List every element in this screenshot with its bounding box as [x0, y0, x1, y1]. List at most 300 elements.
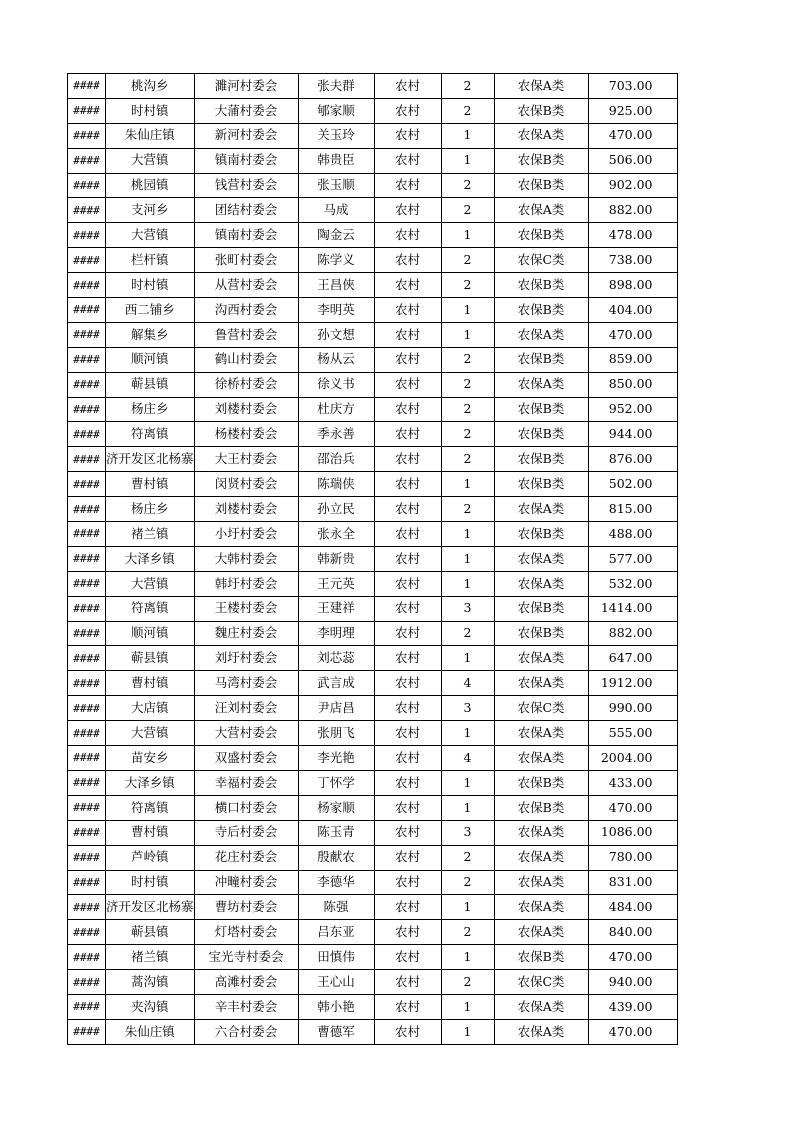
village-committee-cell: 鲁营村委会 — [194, 322, 298, 347]
record-id-cell: #### — [68, 372, 106, 397]
amount-cell: 815.00 — [588, 497, 677, 522]
record-id-cell: #### — [68, 820, 106, 845]
amount-cell: 502.00 — [588, 472, 677, 497]
household-count-cell: 1 — [441, 322, 494, 347]
township-cell: 朱仙庄镇 — [106, 123, 195, 148]
residence-type-cell: 农村 — [374, 148, 441, 173]
table-row — [68, 870, 678, 895]
person-name-cell: 季永善 — [298, 422, 374, 447]
person-name-cell: 韩贵臣 — [298, 148, 374, 173]
township-cell: 符离镇 — [106, 596, 195, 621]
person-name-cell: 韩新贵 — [298, 546, 374, 571]
residence-type-cell: 农村 — [374, 497, 441, 522]
village-committee-cell: 刘圩村委会 — [194, 646, 298, 671]
amount-cell: 404.00 — [588, 298, 677, 323]
insurance-category-cell: 农保A类 — [494, 845, 588, 870]
township-cell: 解集乡 — [106, 322, 195, 347]
village-committee-cell: 宝光寺村委会 — [194, 945, 298, 970]
record-id-cell: #### — [68, 198, 106, 223]
township-cell: 支河乡 — [106, 198, 195, 223]
person-name-cell: 吕东亚 — [298, 920, 374, 945]
insurance-category-cell: 农保B类 — [494, 472, 588, 497]
record-id-cell: #### — [68, 546, 106, 571]
village-committee-cell: 灯塔村委会 — [194, 920, 298, 945]
amount-cell: 1912.00 — [588, 671, 677, 696]
table-row — [68, 1019, 678, 1044]
insurance-category-cell: 农保B类 — [494, 621, 588, 646]
household-count-cell: 2 — [441, 273, 494, 298]
household-count-cell: 1 — [441, 123, 494, 148]
table-body — [68, 74, 678, 1045]
household-count-cell: 1 — [441, 298, 494, 323]
record-id-cell: #### — [68, 621, 106, 646]
residence-type-cell: 农村 — [374, 1019, 441, 1044]
village-committee-cell: 大营村委会 — [194, 721, 298, 746]
household-count-cell: 1 — [441, 223, 494, 248]
residence-type-cell: 农村 — [374, 397, 441, 422]
amount-cell: 940.00 — [588, 970, 677, 995]
insurance-category-cell: 农保A类 — [494, 571, 588, 596]
village-committee-cell: 新河村委会 — [194, 123, 298, 148]
village-committee-cell: 幸福村委会 — [194, 770, 298, 795]
township-cell: 桃园镇 — [106, 173, 195, 198]
township-cell: 褚兰镇 — [106, 945, 195, 970]
household-count-cell: 1 — [441, 148, 494, 173]
household-count-cell: 4 — [441, 671, 494, 696]
residence-type-cell: 农村 — [374, 970, 441, 995]
amount-cell: 506.00 — [588, 148, 677, 173]
village-committee-cell: 镇南村委会 — [194, 223, 298, 248]
amount-cell: 577.00 — [588, 546, 677, 571]
township-cell: 蒿沟镇 — [106, 970, 195, 995]
amount-cell: 831.00 — [588, 870, 677, 895]
household-count-cell: 2 — [441, 372, 494, 397]
residence-type-cell: 农村 — [374, 223, 441, 248]
township-cell: 夹沟镇 — [106, 994, 195, 1019]
insurance-category-cell: 农保A类 — [494, 671, 588, 696]
insurance-category-cell: 农保B类 — [494, 397, 588, 422]
village-committee-cell: 曹坊村委会 — [194, 895, 298, 920]
insurance-category-cell: 农保A类 — [494, 895, 588, 920]
residence-type-cell: 农村 — [374, 322, 441, 347]
township-cell: 济开发区北杨寨 — [106, 895, 195, 920]
amount-cell: 738.00 — [588, 248, 677, 273]
person-name-cell: 邵治兵 — [298, 447, 374, 472]
record-id-cell: #### — [68, 223, 106, 248]
residence-type-cell: 农村 — [374, 571, 441, 596]
record-id-cell: #### — [68, 347, 106, 372]
amount-cell: 882.00 — [588, 621, 677, 646]
township-cell: 褚兰镇 — [106, 522, 195, 547]
household-count-cell: 2 — [441, 970, 494, 995]
person-name-cell: 张朋飞 — [298, 721, 374, 746]
village-committee-cell: 花庄村委会 — [194, 845, 298, 870]
residence-type-cell: 农村 — [374, 372, 441, 397]
record-id-cell: #### — [68, 322, 106, 347]
table-row — [68, 497, 678, 522]
household-count-cell: 2 — [441, 74, 494, 99]
township-cell: 大营镇 — [106, 571, 195, 596]
household-count-cell: 1 — [441, 795, 494, 820]
person-name-cell: 李德华 — [298, 870, 374, 895]
village-committee-cell: 大蒲村委会 — [194, 98, 298, 123]
table-row — [68, 596, 678, 621]
person-name-cell: 郇家顺 — [298, 98, 374, 123]
table-row — [68, 546, 678, 571]
record-id-cell: #### — [68, 447, 106, 472]
person-name-cell: 孙文想 — [298, 322, 374, 347]
village-committee-cell: 高滩村委会 — [194, 970, 298, 995]
residence-type-cell: 农村 — [374, 870, 441, 895]
record-id-cell: #### — [68, 671, 106, 696]
amount-cell: 488.00 — [588, 522, 677, 547]
person-name-cell: 杨家顺 — [298, 795, 374, 820]
township-cell: 时村镇 — [106, 273, 195, 298]
insurance-category-cell: 农保B类 — [494, 447, 588, 472]
residence-type-cell: 农村 — [374, 347, 441, 372]
residence-type-cell: 农村 — [374, 621, 441, 646]
township-cell: 大营镇 — [106, 223, 195, 248]
record-id-cell: #### — [68, 945, 106, 970]
person-name-cell: 马成 — [298, 198, 374, 223]
amount-cell: 1414.00 — [588, 596, 677, 621]
residence-type-cell: 农村 — [374, 770, 441, 795]
insurance-category-cell: 农保A类 — [494, 123, 588, 148]
township-cell: 顺河镇 — [106, 621, 195, 646]
record-id-cell: #### — [68, 571, 106, 596]
table-row — [68, 820, 678, 845]
household-count-cell: 3 — [441, 820, 494, 845]
person-name-cell: 李光艳 — [298, 746, 374, 771]
village-committee-cell: 冲疃村委会 — [194, 870, 298, 895]
amount-cell: 882.00 — [588, 198, 677, 223]
township-cell: 时村镇 — [106, 870, 195, 895]
insurance-category-cell: 农保B类 — [494, 422, 588, 447]
village-committee-cell: 鹤山村委会 — [194, 347, 298, 372]
table-row — [68, 173, 678, 198]
household-count-cell: 1 — [441, 646, 494, 671]
table-row — [68, 123, 678, 148]
person-name-cell: 陈强 — [298, 895, 374, 920]
household-count-cell: 2 — [441, 497, 494, 522]
residence-type-cell: 农村 — [374, 746, 441, 771]
insurance-category-cell: 农保B类 — [494, 945, 588, 970]
residence-type-cell: 农村 — [374, 422, 441, 447]
township-cell: 大店镇 — [106, 696, 195, 721]
township-cell: 栏杆镇 — [106, 248, 195, 273]
record-id-cell: #### — [68, 497, 106, 522]
residence-type-cell: 农村 — [374, 546, 441, 571]
village-committee-cell: 张町村委会 — [194, 248, 298, 273]
table-row — [68, 795, 678, 820]
residence-type-cell: 农村 — [374, 298, 441, 323]
residence-type-cell: 农村 — [374, 795, 441, 820]
amount-cell: 555.00 — [588, 721, 677, 746]
household-count-cell: 2 — [441, 98, 494, 123]
village-committee-cell: 王楼村委会 — [194, 596, 298, 621]
village-committee-cell: 刘楼村委会 — [194, 497, 298, 522]
record-id-cell: #### — [68, 870, 106, 895]
township-cell: 时村镇 — [106, 98, 195, 123]
person-name-cell: 田慎伟 — [298, 945, 374, 970]
table-row — [68, 920, 678, 945]
insurance-category-cell: 农保A类 — [494, 372, 588, 397]
record-id-cell: #### — [68, 522, 106, 547]
record-id-cell: #### — [68, 721, 106, 746]
record-id-cell: #### — [68, 994, 106, 1019]
record-id-cell: #### — [68, 123, 106, 148]
household-count-cell: 1 — [441, 1019, 494, 1044]
amount-cell: 990.00 — [588, 696, 677, 721]
record-id-cell: #### — [68, 596, 106, 621]
village-committee-cell: 镇南村委会 — [194, 148, 298, 173]
insurance-category-cell: 农保A类 — [494, 870, 588, 895]
residence-type-cell: 农村 — [374, 721, 441, 746]
table-row — [68, 721, 678, 746]
amount-cell: 470.00 — [588, 795, 677, 820]
residence-type-cell: 农村 — [374, 994, 441, 1019]
record-id-cell: #### — [68, 845, 106, 870]
table-row — [68, 522, 678, 547]
village-committee-cell: 沟西村委会 — [194, 298, 298, 323]
residence-type-cell: 农村 — [374, 472, 441, 497]
person-name-cell: 陈玉青 — [298, 820, 374, 845]
person-name-cell: 张玉顺 — [298, 173, 374, 198]
household-count-cell: 2 — [441, 870, 494, 895]
village-committee-cell: 杨楼村委会 — [194, 422, 298, 447]
person-name-cell: 张夫群 — [298, 74, 374, 99]
household-count-cell: 1 — [441, 546, 494, 571]
person-name-cell: 王元英 — [298, 571, 374, 596]
record-id-cell: #### — [68, 970, 106, 995]
village-committee-cell: 刘楼村委会 — [194, 397, 298, 422]
household-count-cell: 2 — [441, 347, 494, 372]
insurance-category-cell: 农保B类 — [494, 273, 588, 298]
township-cell: 曹村镇 — [106, 820, 195, 845]
table-row — [68, 845, 678, 870]
amount-cell: 925.00 — [588, 98, 677, 123]
person-name-cell: 徐义书 — [298, 372, 374, 397]
household-count-cell: 3 — [441, 696, 494, 721]
record-id-cell: #### — [68, 646, 106, 671]
household-count-cell: 4 — [441, 746, 494, 771]
record-id-cell: #### — [68, 74, 106, 99]
residence-type-cell: 农村 — [374, 696, 441, 721]
table-row — [68, 696, 678, 721]
insurance-category-cell: 农保A类 — [494, 820, 588, 845]
township-cell: 大泽乡镇 — [106, 546, 195, 571]
insurance-category-cell: 农保A类 — [494, 74, 588, 99]
amount-cell: 898.00 — [588, 273, 677, 298]
amount-cell: 470.00 — [588, 1019, 677, 1044]
table-row — [68, 347, 678, 372]
table-row — [68, 472, 678, 497]
person-name-cell: 丁怀学 — [298, 770, 374, 795]
village-committee-cell: 大王村委会 — [194, 447, 298, 472]
person-name-cell: 曹德军 — [298, 1019, 374, 1044]
village-committee-cell: 从营村委会 — [194, 273, 298, 298]
household-count-cell: 1 — [441, 721, 494, 746]
person-name-cell: 王昌俠 — [298, 273, 374, 298]
table-row — [68, 945, 678, 970]
insurance-category-cell: 农保A类 — [494, 646, 588, 671]
insurance-category-cell: 农保A类 — [494, 322, 588, 347]
township-cell: 西二铺乡 — [106, 298, 195, 323]
insurance-category-cell: 农保B类 — [494, 596, 588, 621]
village-committee-cell: 大韩村委会 — [194, 546, 298, 571]
person-name-cell: 李明理 — [298, 621, 374, 646]
insurance-category-cell: 农保A类 — [494, 920, 588, 945]
person-name-cell: 刘芯蕊 — [298, 646, 374, 671]
residence-type-cell: 农村 — [374, 98, 441, 123]
household-count-cell: 2 — [441, 621, 494, 646]
insurance-category-cell: 农保B类 — [494, 173, 588, 198]
person-name-cell: 杨从云 — [298, 347, 374, 372]
record-id-cell: #### — [68, 148, 106, 173]
township-cell: 杨庄乡 — [106, 397, 195, 422]
record-id-cell: #### — [68, 472, 106, 497]
table-row — [68, 970, 678, 995]
insurance-category-cell: 农保B类 — [494, 223, 588, 248]
table-row — [68, 571, 678, 596]
person-name-cell: 陈学义 — [298, 248, 374, 273]
residence-type-cell: 农村 — [374, 74, 441, 99]
township-cell: 朱仙庄镇 — [106, 1019, 195, 1044]
residence-type-cell: 农村 — [374, 820, 441, 845]
residence-type-cell: 农村 — [374, 895, 441, 920]
amount-cell: 902.00 — [588, 173, 677, 198]
household-count-cell: 2 — [441, 447, 494, 472]
amount-cell: 780.00 — [588, 845, 677, 870]
village-committee-cell: 闵贤村委会 — [194, 472, 298, 497]
insurance-category-cell: 农保B类 — [494, 298, 588, 323]
household-count-cell: 2 — [441, 920, 494, 945]
insurance-category-cell: 农保B类 — [494, 98, 588, 123]
person-name-cell: 陶金云 — [298, 223, 374, 248]
township-cell: 蕲县镇 — [106, 372, 195, 397]
data-table — [67, 73, 678, 1045]
table-row — [68, 895, 678, 920]
table-row — [68, 148, 678, 173]
insurance-category-cell: 农保C类 — [494, 970, 588, 995]
amount-cell: 439.00 — [588, 994, 677, 1019]
village-committee-cell: 团结村委会 — [194, 198, 298, 223]
amount-cell: 470.00 — [588, 123, 677, 148]
township-cell: 大营镇 — [106, 148, 195, 173]
household-count-cell: 3 — [441, 596, 494, 621]
township-cell: 蕲县镇 — [106, 646, 195, 671]
insurance-category-cell: 农保C类 — [494, 696, 588, 721]
amount-cell: 2004.00 — [588, 746, 677, 771]
household-count-cell: 2 — [441, 248, 494, 273]
township-cell: 蕲县镇 — [106, 920, 195, 945]
table-row — [68, 621, 678, 646]
amount-cell: 470.00 — [588, 322, 677, 347]
residence-type-cell: 农村 — [374, 123, 441, 148]
township-cell: 大泽乡镇 — [106, 770, 195, 795]
village-committee-cell: 濉河村委会 — [194, 74, 298, 99]
township-cell: 桃沟乡 — [106, 74, 195, 99]
township-cell: 符离镇 — [106, 422, 195, 447]
record-id-cell: #### — [68, 298, 106, 323]
insurance-category-cell: 农保B类 — [494, 522, 588, 547]
amount-cell: 433.00 — [588, 770, 677, 795]
amount-cell: 952.00 — [588, 397, 677, 422]
amount-cell: 840.00 — [588, 920, 677, 945]
record-id-cell: #### — [68, 273, 106, 298]
amount-cell: 1086.00 — [588, 820, 677, 845]
residence-type-cell: 农村 — [374, 173, 441, 198]
amount-cell: 859.00 — [588, 347, 677, 372]
record-id-cell: #### — [68, 248, 106, 273]
record-id-cell: #### — [68, 98, 106, 123]
table-row — [68, 994, 678, 1019]
village-committee-cell: 辛丰村委会 — [194, 994, 298, 1019]
person-name-cell: 关玉玲 — [298, 123, 374, 148]
insurance-category-cell: 农保C类 — [494, 248, 588, 273]
township-cell: 苗安乡 — [106, 746, 195, 771]
table-row — [68, 422, 678, 447]
amount-cell: 850.00 — [588, 372, 677, 397]
village-committee-cell: 小圩村委会 — [194, 522, 298, 547]
household-count-cell: 2 — [441, 422, 494, 447]
residence-type-cell: 农村 — [374, 920, 441, 945]
table-row — [68, 746, 678, 771]
insurance-category-cell: 农保A类 — [494, 198, 588, 223]
insurance-category-cell: 农保A类 — [494, 1019, 588, 1044]
person-name-cell: 武言成 — [298, 671, 374, 696]
table-row — [68, 98, 678, 123]
village-committee-cell: 汪刘村委会 — [194, 696, 298, 721]
record-id-cell: #### — [68, 795, 106, 820]
insurance-category-cell: 农保A类 — [494, 994, 588, 1019]
person-name-cell: 张永全 — [298, 522, 374, 547]
person-name-cell: 王心山 — [298, 970, 374, 995]
person-name-cell: 殷献农 — [298, 845, 374, 870]
residence-type-cell: 农村 — [374, 945, 441, 970]
village-committee-cell: 寺后村委会 — [194, 820, 298, 845]
village-committee-cell: 韩圩村委会 — [194, 571, 298, 596]
household-count-cell: 1 — [441, 895, 494, 920]
table-row — [68, 298, 678, 323]
person-name-cell: 王建祥 — [298, 596, 374, 621]
insurance-category-cell: 农保B类 — [494, 770, 588, 795]
person-name-cell: 陈瑞侠 — [298, 472, 374, 497]
insurance-category-cell: 农保A类 — [494, 746, 588, 771]
insurance-category-cell: 农保B类 — [494, 148, 588, 173]
household-count-cell: 1 — [441, 945, 494, 970]
household-count-cell: 1 — [441, 472, 494, 497]
residence-type-cell: 农村 — [374, 845, 441, 870]
record-id-cell: #### — [68, 1019, 106, 1044]
amount-cell: 470.00 — [588, 945, 677, 970]
record-id-cell: #### — [68, 920, 106, 945]
township-cell: 顺河镇 — [106, 347, 195, 372]
township-cell: 芦岭镇 — [106, 845, 195, 870]
household-count-cell: 1 — [441, 770, 494, 795]
amount-cell: 532.00 — [588, 571, 677, 596]
village-committee-cell: 钱营村委会 — [194, 173, 298, 198]
insurance-category-cell: 农保A类 — [494, 546, 588, 571]
household-count-cell: 2 — [441, 173, 494, 198]
person-name-cell: 杜庆方 — [298, 397, 374, 422]
household-count-cell: 2 — [441, 198, 494, 223]
township-cell: 曹村镇 — [106, 472, 195, 497]
village-committee-cell: 横口村委会 — [194, 795, 298, 820]
residence-type-cell: 农村 — [374, 273, 441, 298]
table-row — [68, 397, 678, 422]
household-count-cell: 1 — [441, 571, 494, 596]
